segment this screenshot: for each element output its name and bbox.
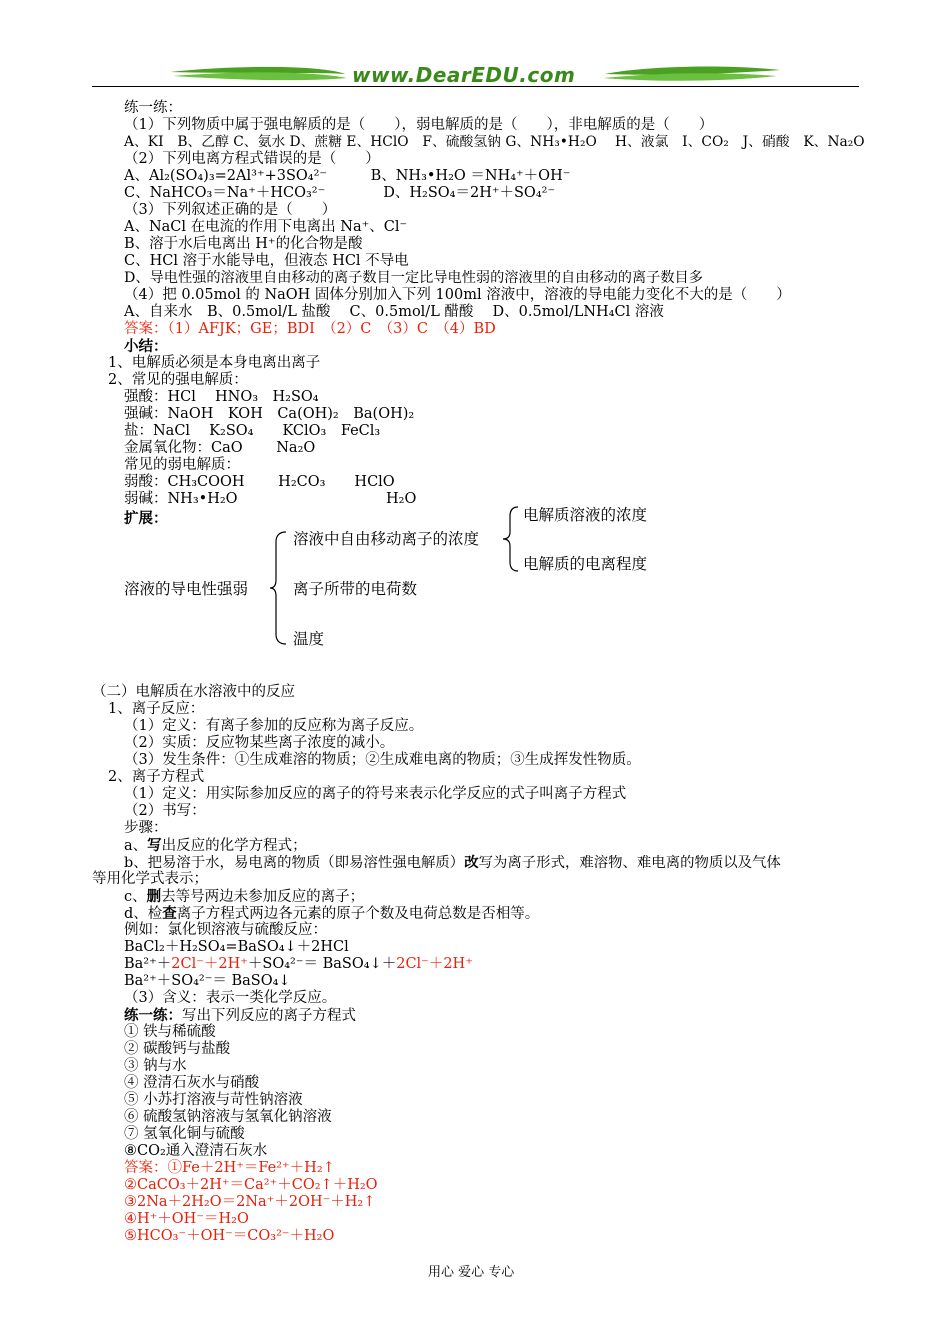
step-a	[124, 837, 307, 855]
practice2-item: ② 碳酸钙与盐酸	[124, 1041, 231, 1057]
practice1-q3-c: C、HCl 溶于水能导电，但液态 HCl 不导电	[124, 253, 409, 269]
step-b-continued: 等用化学式表示；	[92, 871, 208, 887]
step-c-prefix: c、	[124, 889, 147, 905]
practice1-q1: （1）下列物质中属于强电解质的是（ ），弱电解质的是（ ），非电解质的是（ ）	[124, 117, 714, 133]
practice2-item: ④ 澄清石灰水与硝酸	[124, 1075, 260, 1091]
extension-brace-main	[268, 528, 290, 648]
practice2-title	[124, 1007, 356, 1025]
step-a-prefix: a、	[124, 838, 148, 854]
salts: 盐：NaCl K₂SO₄ KClO₃ FeCl₃	[124, 423, 381, 439]
step-b-text: 写为离子形式，难溶物、难电离的物质以及气体	[478, 855, 781, 871]
ionic-equation-writing: （2）书写：	[124, 803, 206, 819]
extension-branch-concentration: 溶液中自由移动离子的浓度	[293, 530, 480, 548]
ionic-equation-heading: 2、离子方程式	[108, 769, 205, 785]
ionic-reaction-definition: （1）定义：有离子参加的反应称为离子反应。	[124, 718, 424, 734]
step-c	[124, 888, 364, 906]
practice1-q2-ab: A、Al₂(SO₄)₃=2Al³⁺+3SO₄²⁻ B、NH₃•H₂O ＝NH₄⁺＋OH⁻	[124, 168, 571, 184]
practice2-answer: 答案：①Fe＋2H⁺＝Fe²⁺＋H₂↑	[124, 1160, 335, 1176]
steps-label: 步骤：	[124, 820, 168, 836]
extension-root: 溶液的导电性强弱	[124, 580, 249, 598]
weak-bases: 弱碱：NH₃•H₂O	[124, 491, 238, 507]
step-b-keyword: 改	[464, 854, 479, 871]
practice2-item: ① 铁与稀硫酸	[124, 1024, 216, 1040]
ionic-reaction-essence: （2）实质：反应物某些离子浓度的减小。	[124, 735, 395, 751]
step-b	[124, 854, 781, 872]
equation-net-ionic: Ba²⁺＋SO₄²⁻＝ BaSO₄↓	[124, 973, 291, 989]
practice1-q3: （3）下列叙述正确的是（ ）	[124, 202, 337, 218]
example-label: 例如：氯化钡溶液与硫酸反应：	[124, 922, 327, 938]
practice2-item: ⑤ 小苏打溶液与苛性钠溶液	[124, 1092, 303, 1108]
header-rule	[92, 86, 859, 87]
eq2-spectator-right: 2Cl⁻＋2H⁺	[396, 956, 473, 972]
step-d-text: 离子方程式两边各元素的原子个数及电荷总数是否相等。	[176, 906, 540, 922]
weak-electrolytes-title: 常见的弱电解质：	[124, 457, 240, 473]
extension-sub-ionization-degree: 电解质的电离程度	[523, 555, 648, 573]
equation-full-ionic	[124, 956, 473, 973]
practice1-q3-d: D、导电性强的溶液里自由移动的离子数目一定比导电性弱的溶液里的自由移动的离子数目多	[124, 270, 703, 286]
metal-oxides: 金属氧化物：CaO Na₂O	[124, 440, 316, 456]
extension-title: 扩展：	[124, 510, 168, 527]
ionic-reaction-heading: 1、离子反应：	[108, 701, 205, 717]
step-b-prefix: b、把易溶于水，易电离的物质（即易溶性强电解质）	[124, 855, 465, 871]
summary-point1: 1、电解质必须是本身电离出离子	[108, 355, 321, 371]
practice1-answer: 答案：（1）AFJK；GE；BDI （2）C （3）C （4）BD	[124, 321, 496, 337]
practice2-answer: ④H⁺＋OH⁻＝H₂O	[124, 1211, 249, 1227]
eq2-part-a: Ba²⁺＋	[124, 956, 172, 972]
practice2-title-rest: 写出下列反应的离子方程式	[182, 1008, 356, 1024]
eq2-spectator-left: 2Cl⁻＋2H⁺	[171, 956, 248, 972]
strong-bases: 强碱：NaOH KOH Ca(OH)₂ Ba(OH)₂	[124, 406, 415, 422]
section2-title: （二）电解质在水溶液中的反应	[92, 684, 295, 700]
extension-sub-solution-concentration: 电解质溶液的浓度	[523, 506, 648, 524]
practice2-item: ⑥ 硫酸氢钠溶液与氢氧化钠溶液	[124, 1109, 332, 1125]
practice1-q2: （2）下列电离方程式错误的是（ ）	[124, 151, 380, 167]
practice2-answer: ②CaCO₃＋2H⁺＝Ca²⁺＋CO₂↑＋H₂O	[124, 1177, 378, 1193]
step-d-keyword: 查	[162, 905, 177, 922]
water: H₂O	[386, 491, 417, 507]
ionic-equation-meaning: （3）含义：表示一类化学反应。	[124, 990, 337, 1006]
summary-title: 小结：	[124, 338, 168, 355]
step-c-keyword: 删	[146, 888, 162, 905]
practice2-item: ⑦ 氢氧化铜与硫酸	[124, 1126, 245, 1142]
summary-point2: 2、常见的强电解质：	[108, 372, 248, 388]
extension-branch-charge: 离子所带的电荷数	[293, 580, 418, 598]
practice1-q3-a: A、NaCl 在电流的作用下电离出 Na⁺、Cl⁻	[124, 219, 408, 235]
page-footer: 用心 爱心 专心	[428, 1265, 515, 1280]
practice2-item: ③ 钠与水	[124, 1058, 187, 1074]
practice2-item: ⑧CO₂通入澄清石灰水	[124, 1143, 268, 1159]
ionic-equation-definition: （1）定义：用实际参加反应的离子的符号来表示化学反应的式子叫离子方程式	[124, 786, 627, 802]
site-logo-text[interactable]: www.DearEDU.com	[352, 63, 576, 87]
practice2-answer: ③2Na＋2H₂O＝2Na⁺＋2OH⁻＋H₂↑	[124, 1194, 376, 1210]
extension-branch-temperature: 温度	[293, 630, 325, 648]
ionic-reaction-conditions: （3）发生条件：①生成难溶的物质；②生成难电离的物质；③生成挥发性物质。	[124, 752, 641, 768]
practice2-title-label: 练一练：	[124, 1007, 182, 1024]
eq2-part-c: ＋SO₄²⁻＝ BaSO₄↓＋	[247, 956, 397, 972]
equation-molecular: BaCl₂＋H₂SO₄=BaSO₄↓＋2HCl	[124, 939, 349, 955]
step-c-text: 去等号两边未参加反应的离子；	[161, 889, 365, 905]
step-a-text: 出反应的化学方程式；	[161, 838, 307, 854]
practice1-q1-options: A、KI B、乙醇 C、氨水 D、蔗糖 E、HClO F、硫酸氢钠 G、NH₃•H₂O H、液氯 I、CO₂ J、硝酸 K、Na₂O	[124, 134, 865, 150]
practice1-q4-options: A、自来水 B、0.5mol/L 盐酸 C、0.5mol/L 醋酸 D、0.5mol/LNH₄Cl 溶液	[124, 304, 664, 320]
weak-acids: 弱酸：CH₃COOH H₂CO₃ HClO	[124, 474, 395, 490]
step-d-prefix: d、检	[124, 906, 163, 922]
step-d	[124, 905, 539, 923]
practice1-q2-cd: C、NaHCO₃＝Na⁺＋HCO₃²⁻ D、H₂SO₄＝2H⁺＋SO₄²⁻	[124, 185, 556, 201]
practice1-q3-b: B、溶于水后电离出 H⁺的化合物是酸	[124, 236, 363, 252]
practice1-q4: （4）把 0.05mol 的 NaOH 固体分别加入下列 100ml 溶液中，溶液的导电能力变化不大的是（ ）	[124, 287, 791, 303]
step-a-keyword: 写	[147, 837, 162, 854]
strong-acids: 强酸：HCl HNO₃ H₂SO₄	[124, 389, 319, 405]
practice1-title: 练一练：	[124, 100, 182, 116]
extension-brace-sub	[500, 504, 522, 574]
practice2-answer: ⑤HCO₃⁻＋OH⁻＝CO₃²⁻＋H₂O	[124, 1228, 335, 1244]
